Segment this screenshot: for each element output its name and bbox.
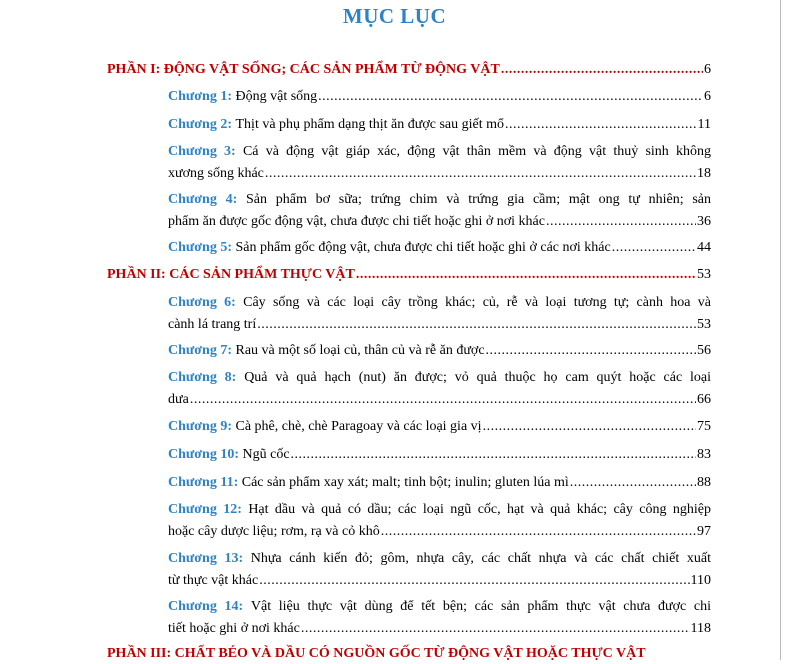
toc-page-number: 53: [697, 317, 711, 332]
chapter-label: Chương 11:: [168, 475, 239, 490]
toc-chapter-7[interactable]: [168, 340, 711, 362]
chapter-title-line2: hoặc cây dược liệu; rơm, rạ và cỏ khô: [168, 524, 380, 539]
page-title: MỤC LỤC: [342, 4, 447, 28]
toc-chapter-13[interactable]: [168, 548, 711, 592]
chapter-label: Chương 12:: [168, 502, 242, 517]
chapter-label: Chương 6:: [168, 295, 236, 310]
toc-leader-dots: [612, 237, 696, 259]
chapter-title-line1: Quả và quả hạch (nut) ăn được; vỏ quả thuộc họ cam quýt hoặc các loại: [244, 370, 711, 385]
toc-leader-dots: [501, 60, 703, 80]
chapter-title: Ngũ cốc: [242, 447, 290, 462]
toc-leader-dots: [259, 570, 689, 592]
toc-part-3[interactable]: PHẦN III: CHẤT BÉO VÀ DẦU CÓ NGUỒN GỐC TỪ ĐỘNG VẬT HOẶC THỰC VẬT: [107, 646, 646, 661]
toc-chapter-9[interactable]: [168, 416, 711, 438]
toc-leader-dots: [483, 416, 696, 438]
toc-page-number: 6: [704, 89, 711, 104]
chapter-title-line2: phẩm ăn được gốc động vật, chưa được chi tiết hoặc ghi ở nơi khác: [168, 214, 545, 229]
toc-page-number: 66: [697, 392, 711, 407]
chapter-title-line2: dưa: [168, 392, 189, 407]
chapter-label: Chương 1:: [168, 89, 232, 104]
chapter-label: Chương 5:: [168, 240, 232, 255]
chapter-title-line1: Cây sống và các loại cây trồng khác; củ, rễ và loại tương tự; cành hoa và: [243, 295, 711, 310]
chapter-label: Chương 9:: [168, 419, 232, 434]
toc-chapter-4[interactable]: [168, 189, 711, 233]
toc-leader-dots: [318, 86, 703, 108]
toc-part-title: PHẦN I: ĐỘNG VẬT SỐNG; CÁC SẢN PHẨM TỪ ĐỘNG VẬT: [107, 62, 500, 77]
page-edge: [780, 0, 781, 660]
chapter-title-line2: tiết hoặc ghi ở nơi khác: [168, 621, 300, 636]
toc-chapter-3[interactable]: [168, 141, 711, 185]
toc-page-number: 53: [697, 267, 711, 282]
toc-page-number: 75: [697, 419, 711, 434]
chapter-title: Các sản phẩm xay xát; malt; tinh bột; inulin; gluten lúa mì: [241, 475, 569, 490]
toc-page-number: 88: [697, 475, 711, 490]
chapter-title-line2: xương sống khác: [168, 166, 264, 181]
toc-leader-dots: [505, 114, 697, 136]
toc-chapter-1[interactable]: [168, 86, 711, 108]
toc-part-1[interactable]: [107, 60, 711, 80]
toc-page-number: 44: [697, 240, 711, 255]
toc-page-number: 36: [697, 214, 711, 229]
toc-leader-dots: [570, 472, 696, 494]
chapter-title-line1: Cá và động vật giáp xác, động vật thân mềm và động vật thuỷ sinh không: [242, 144, 711, 159]
chapter-title-line1: Sản phẩm bơ sữa; trứng chim và trứng gia cầm; mật ong tự nhiên; sản: [246, 192, 711, 207]
chapter-label: Chương 14:: [168, 599, 244, 614]
chapter-label: Chương 2:: [168, 117, 232, 132]
toc-leader-dots: [257, 314, 696, 336]
chapter-label: Chương 8:: [168, 370, 237, 385]
chapter-title: Động vật sống: [235, 89, 318, 104]
toc-page-number: 110: [690, 573, 711, 588]
toc-leader-dots: [356, 265, 696, 285]
chapter-title-line1: Hạt dầu và quả có dầu; các loại ngũ cốc, hạt và quả khác; cây công nghiệp: [248, 502, 711, 517]
chapter-label: Chương 13:: [168, 551, 244, 566]
chapter-title: Rau và một số loại củ, thân củ và rễ ăn được: [235, 343, 485, 358]
toc-page-number: 118: [690, 621, 711, 636]
toc-leader-dots: [301, 618, 690, 640]
toc-chapter-12[interactable]: [168, 499, 711, 543]
toc-leader-dots: [190, 389, 696, 411]
chapter-title: Cà phê, chè, chè Paragoay và các loại gia vị: [235, 419, 482, 434]
toc-page-number: 97: [697, 524, 711, 539]
chapter-title-line1: Vật liệu thực vật dùng để tết bện; các sản phẩm thực vật chưa được chi: [250, 599, 711, 614]
toc-leader-dots: [381, 521, 696, 543]
chapter-title: Sản phẩm gốc động vật, chưa được chi tiết hoặc ghi ở các nơi khác: [235, 240, 611, 255]
chapter-title-line2: cành lá trang trí: [168, 317, 257, 332]
chapter-label: Chương 3:: [168, 144, 236, 159]
chapter-title-line2: từ thực vật khác: [168, 573, 259, 588]
toc-chapter-11[interactable]: [168, 472, 711, 494]
toc-leader-dots: [291, 444, 696, 466]
toc-page-number: 18: [697, 166, 711, 181]
toc-chapter-2[interactable]: [168, 114, 711, 136]
chapter-label: Chương 10:: [168, 447, 239, 462]
toc-part-2[interactable]: [107, 265, 711, 285]
toc-page-number: 6: [704, 62, 711, 77]
toc-chapter-10[interactable]: [168, 444, 711, 466]
toc-leader-dots: [486, 340, 696, 362]
toc-part-title: PHẦN II: CÁC SẢN PHẨM THỰC VẬT: [107, 267, 355, 282]
chapter-label: Chương 4:: [168, 192, 238, 207]
toc-leader-dots: [546, 211, 696, 233]
toc-leader-dots: [265, 163, 696, 185]
chapter-title-line1: Nhựa cánh kiến đỏ; gôm, nhựa cây, các chất nhựa và các chất chiết xuất: [250, 551, 711, 566]
toc-chapter-5[interactable]: [168, 237, 711, 259]
toc-page-number: 11: [697, 117, 711, 132]
toc-page-number: 56: [697, 343, 711, 358]
chapter-label: Chương 7:: [168, 343, 232, 358]
chapter-title: Thịt và phụ phẩm dạng thịt ăn được sau giết mổ: [235, 117, 504, 132]
toc-page-number: 83: [697, 447, 711, 462]
toc-chapter-8[interactable]: [168, 367, 711, 411]
toc-chapter-6[interactable]: [168, 292, 711, 336]
toc-chapter-14[interactable]: [168, 596, 711, 640]
